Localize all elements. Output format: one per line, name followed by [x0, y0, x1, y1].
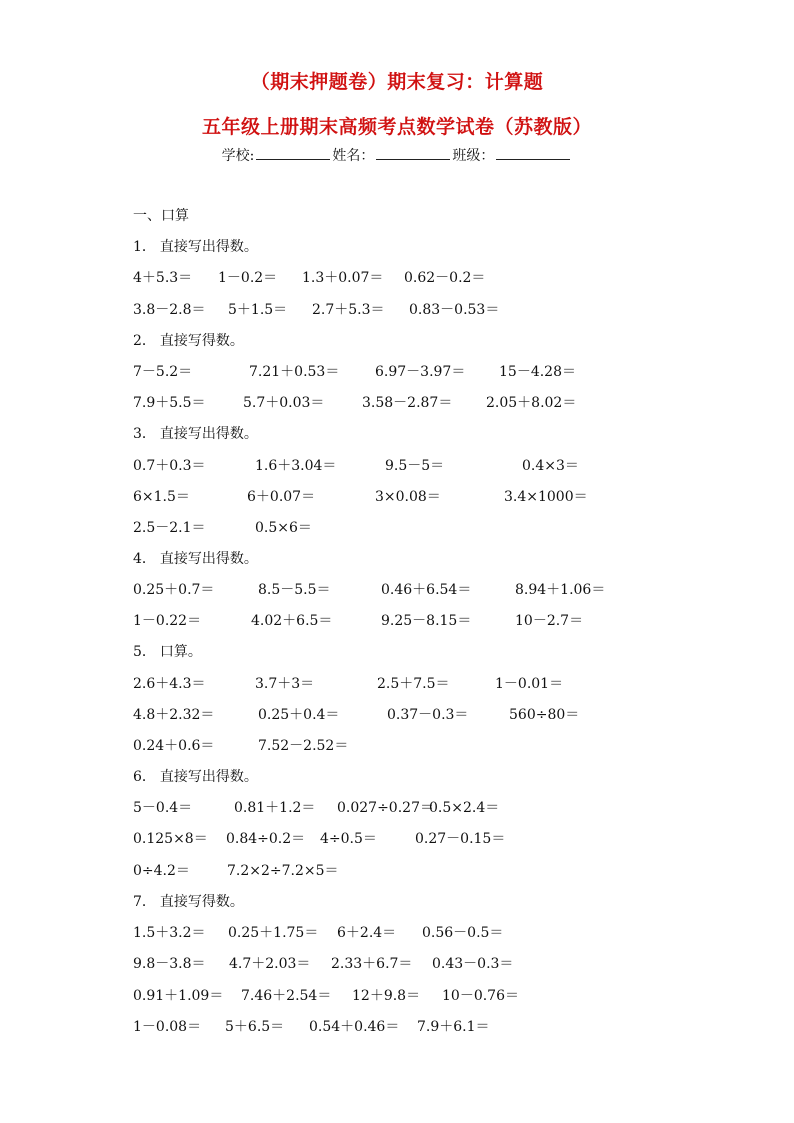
- problem: 0.46＋6.54＝: [381, 582, 472, 598]
- problem: 0.43－0.3＝: [432, 956, 514, 972]
- question-heading: [133, 236, 258, 256]
- question-heading: [133, 891, 244, 911]
- question-heading: [133, 641, 202, 661]
- problem: 8.5－5.5＝: [258, 582, 331, 598]
- problem: 0.25＋0.4＝: [258, 707, 340, 723]
- question-heading: [133, 330, 244, 350]
- problem: 5－0.4＝: [133, 800, 193, 816]
- problem: 7.52－2.52＝: [258, 738, 349, 754]
- problem: 4.8＋2.32＝: [133, 707, 215, 723]
- problem: 4.7＋2.03＝: [229, 956, 311, 972]
- exam-title: （期末押题卷）期末复习：计算题: [250, 71, 544, 93]
- problem: 15－4.28＝: [499, 364, 576, 380]
- problem: 3×0.08＝: [375, 489, 441, 505]
- problem: 9.8－3.8＝: [133, 956, 206, 972]
- class-blank[interactable]: [496, 147, 570, 160]
- problem: 4＋5.3＝: [133, 270, 193, 286]
- problem: 6＋2.4＝: [337, 925, 397, 941]
- problem: 0.81＋1.2＝: [234, 800, 316, 816]
- class-label: 班级：: [452, 148, 495, 164]
- question-number: 7．: [133, 894, 156, 910]
- school-label: 学校:: [221, 148, 255, 164]
- question-instruction: 直接写出得数。: [159, 239, 258, 255]
- problem: 0.5×6＝: [255, 520, 312, 536]
- problem: 1－0.2＝: [218, 270, 278, 286]
- problem: 8.94＋1.06＝: [515, 582, 606, 598]
- problem: 5.7＋0.03＝: [243, 395, 325, 411]
- question-instruction: 直接写出得数。: [159, 551, 258, 567]
- problem: 0.84÷0.2＝: [226, 831, 306, 847]
- question-instruction: 直接写得数。: [159, 333, 244, 349]
- problem: 2.7＋5.3＝: [312, 302, 385, 318]
- problem: 0÷4.2＝: [133, 863, 190, 879]
- problem: 6.97－3.97＝: [375, 364, 466, 380]
- problem: 1.3＋0.07＝: [302, 270, 384, 286]
- school-blank[interactable]: [256, 147, 330, 160]
- problem: 7.2×2÷7.2×5＝: [227, 863, 339, 879]
- problem: 10－2.7＝: [515, 613, 584, 629]
- problem: 0.54＋0.46＝: [309, 1019, 400, 1035]
- problem: 2.05＋8.02＝: [486, 395, 577, 411]
- problem: 1－0.08＝: [133, 1019, 202, 1035]
- problem: 0.91＋1.09＝: [133, 988, 224, 1004]
- problem: 2.6＋4.3＝: [133, 676, 206, 692]
- problem: 4÷0.5＝: [320, 831, 377, 847]
- problem: 9.5－5＝: [385, 458, 445, 474]
- problem: 4.02＋6.5＝: [251, 613, 333, 629]
- problem: 3.8－2.8＝: [133, 302, 206, 318]
- problem: 2.5－2.1＝: [133, 520, 206, 536]
- problem: 0.83－0.53＝: [409, 302, 500, 318]
- question-number: 4．: [133, 551, 156, 567]
- problem: 0.25＋1.75＝: [228, 925, 319, 941]
- problem: 5＋1.5＝: [228, 302, 288, 318]
- problem: 7.21＋0.53＝: [249, 364, 340, 380]
- problem: 3.7＋3＝: [255, 676, 315, 692]
- problem: 0.62－0.2＝: [404, 270, 486, 286]
- question-heading: [133, 423, 258, 443]
- problem: 5＋6.5＝: [225, 1019, 285, 1035]
- question-heading: [133, 548, 258, 568]
- question-number: 6．: [133, 769, 156, 785]
- exam-subtitle: 五年级上册期末高频考点数学试卷（苏教版）: [201, 116, 592, 138]
- problem: 6×1.5＝: [133, 489, 190, 505]
- question-number: 3．: [133, 426, 156, 442]
- problem: 0.5×2.4＝: [429, 800, 500, 816]
- problem: 7.9＋5.5＝: [133, 395, 206, 411]
- question-instruction: 口算。: [159, 644, 202, 660]
- name-blank[interactable]: [376, 147, 450, 160]
- problem: 7.46＋2.54＝: [241, 988, 332, 1004]
- problem: 1.5＋3.2＝: [133, 925, 206, 941]
- problem: 12＋9.8＝: [352, 988, 421, 1004]
- question-instruction: 直接写出得数。: [159, 426, 258, 442]
- problem: 2.33＋6.7＝: [331, 956, 413, 972]
- problem: 6＋0.07＝: [247, 489, 316, 505]
- question-heading: [133, 766, 258, 786]
- problem: 0.24＋0.6＝: [133, 738, 215, 754]
- problem: 0.37－0.3＝: [387, 707, 469, 723]
- problem: 3.4×1000＝: [504, 489, 588, 505]
- problem: 7.9＋6.1＝: [417, 1019, 490, 1035]
- problem: 1－0.01＝: [495, 676, 564, 692]
- problem: 0.7＋0.3＝: [133, 458, 206, 474]
- problem: 1－0.22＝: [133, 613, 202, 629]
- problem: 0.4×3＝: [522, 458, 579, 474]
- question-instruction: 直接写出得数。: [159, 769, 258, 785]
- problem: 0.56－0.5＝: [422, 925, 504, 941]
- problem: 0.027÷0.27＝: [337, 800, 434, 816]
- problem: 560÷80＝: [509, 707, 580, 723]
- problem: 10－0.76＝: [442, 988, 519, 1004]
- name-label: 姓名：: [332, 148, 375, 164]
- section-title: 一、口算: [133, 208, 189, 224]
- problem: 2.5＋7.5＝: [377, 676, 450, 692]
- problem: 0.27－0.15＝: [415, 831, 506, 847]
- student-info-line: [0, 145, 794, 165]
- problem: 0.125×8＝: [133, 831, 208, 847]
- problem: 7－5.2＝: [133, 364, 193, 380]
- problem: 9.25－8.15＝: [381, 613, 472, 629]
- problem: 1.6＋3.04＝: [255, 458, 337, 474]
- question-number: 2．: [133, 333, 156, 349]
- problem: 0.25＋0.7＝: [133, 582, 215, 598]
- question-instruction: 直接写得数。: [159, 894, 244, 910]
- problem: 3.58－2.87＝: [362, 395, 453, 411]
- question-number: 1．: [133, 239, 156, 255]
- question-number: 5．: [133, 644, 156, 660]
